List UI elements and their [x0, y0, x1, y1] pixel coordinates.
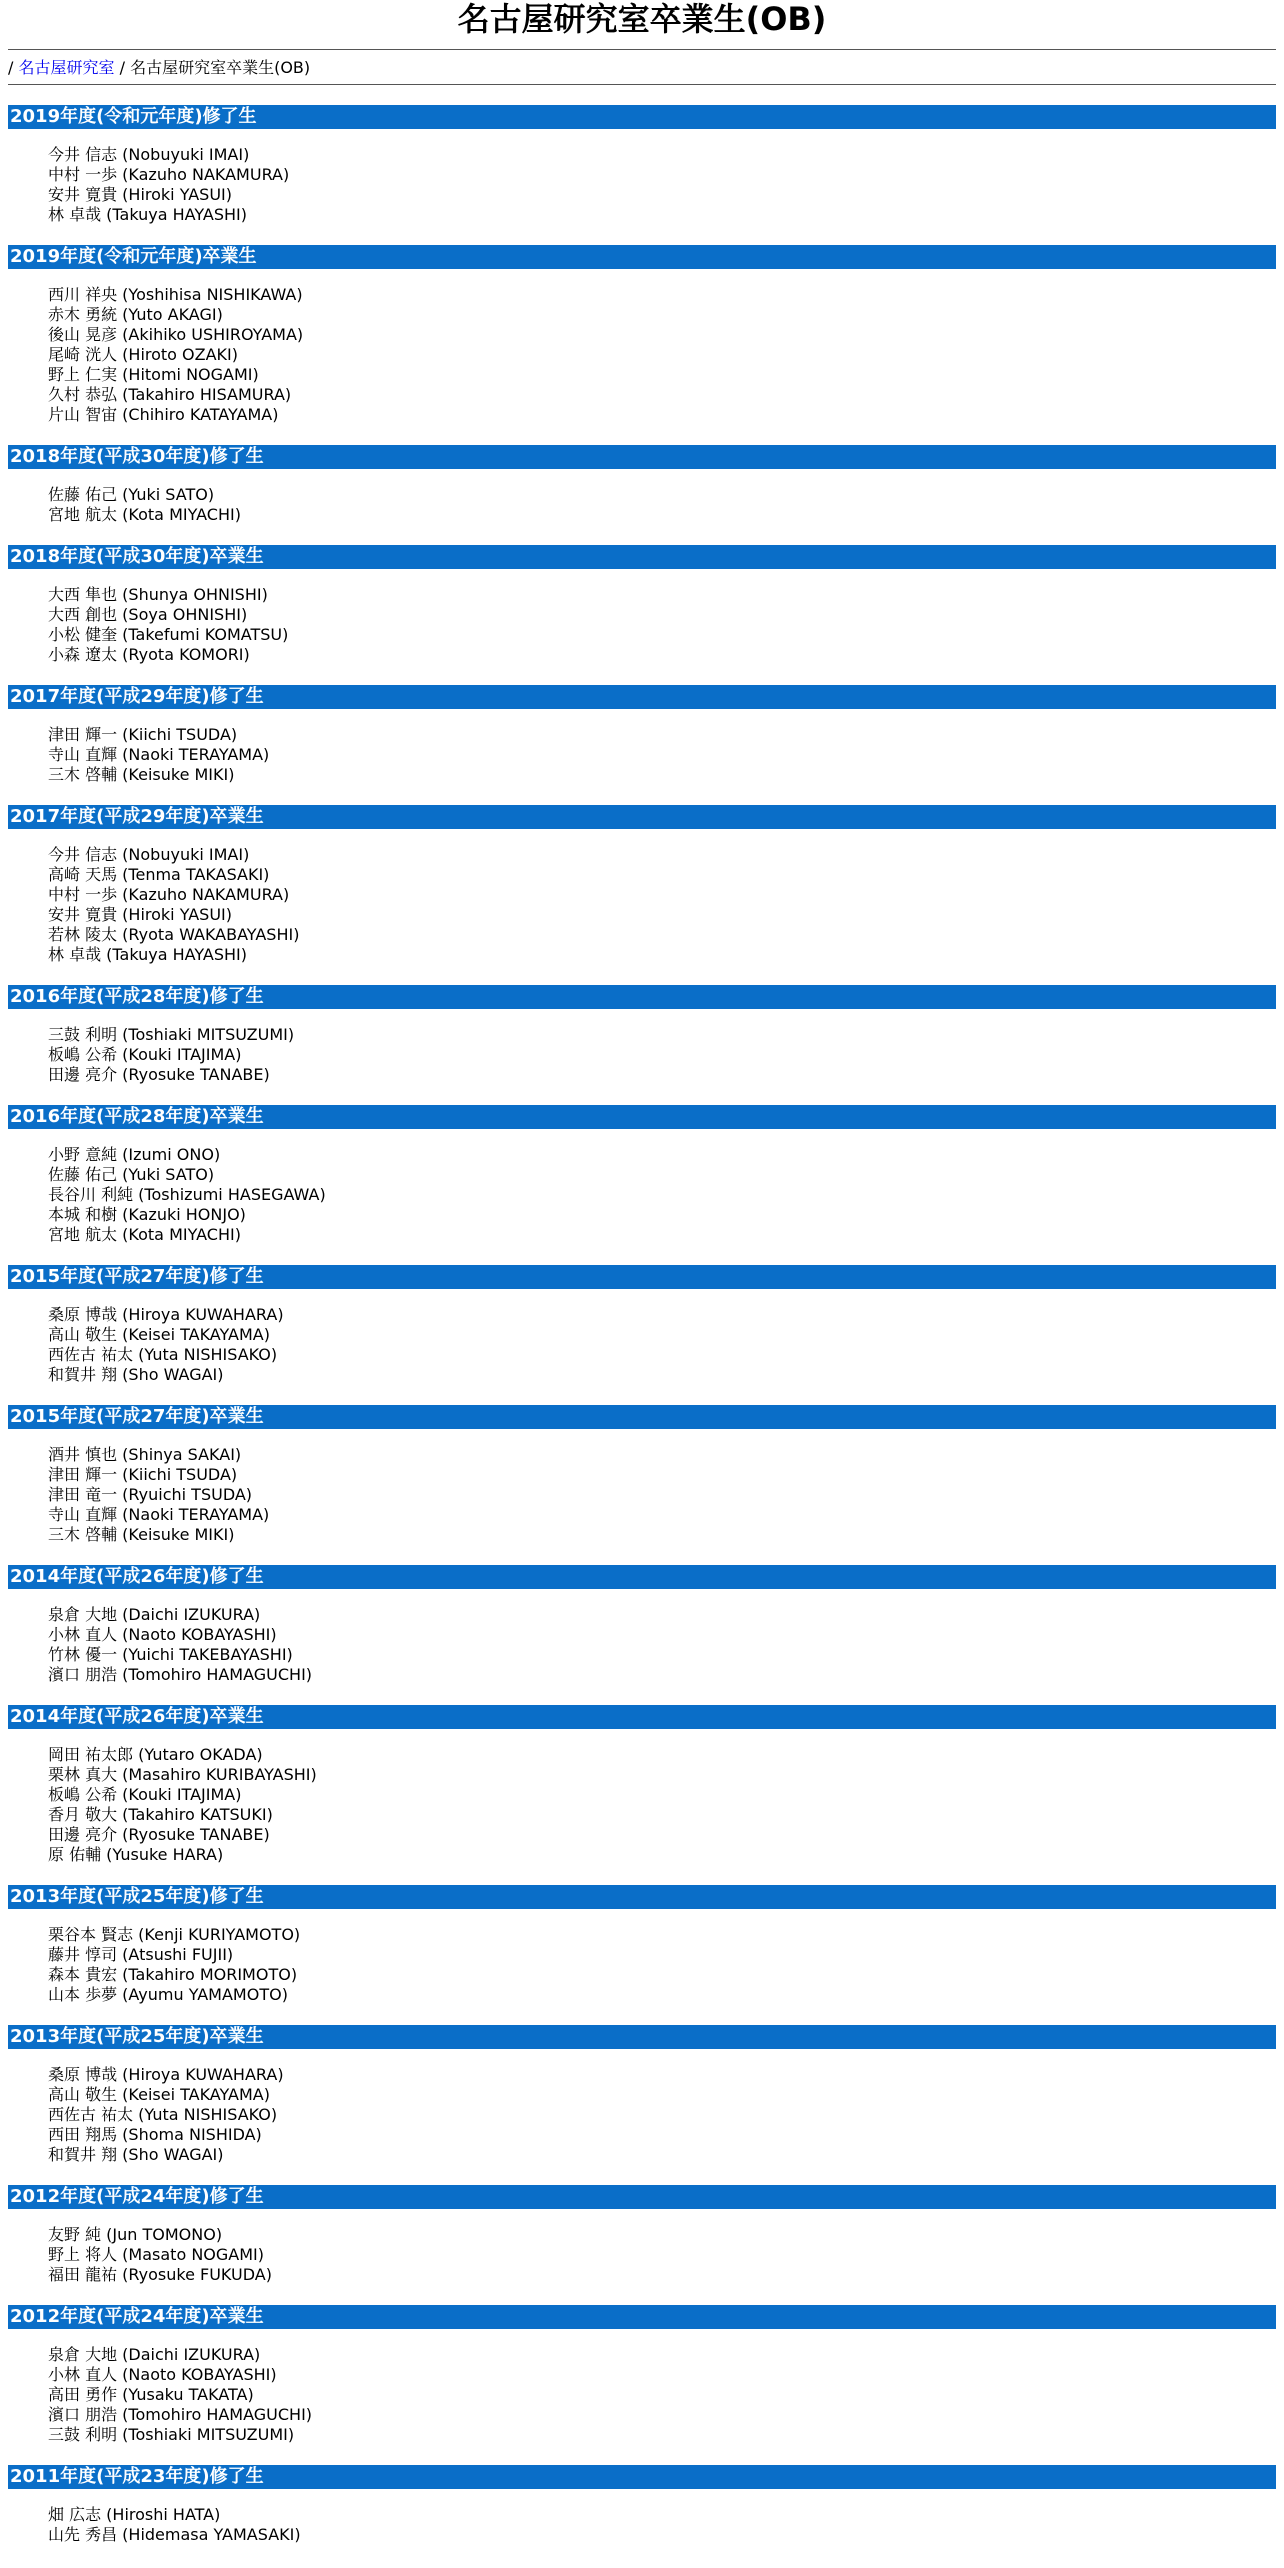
member-name: 林 卓哉 (Takuya HAYASHI) [48, 945, 247, 964]
member-name: 田邊 亮介 (Ryosuke TANABE) [48, 1065, 270, 1084]
member-name: 若林 陵太 (Ryota WAKABAYASHI) [48, 925, 300, 944]
section-header: 2016年度(平成28年度)卒業生 [8, 1105, 1276, 1129]
member-name: 板嶋 公希 (Kouki ITAJIMA) [48, 1045, 242, 1064]
member-name: 中村 一歩 (Kazuho NAKAMURA) [48, 885, 290, 904]
member-name: 今井 信志 (Nobuyuki IMAI) [48, 845, 250, 864]
breadcrumb-home-link[interactable]: 名古屋研究室 [18, 58, 115, 77]
member-list [48, 2505, 1276, 2545]
member-name: 濱口 朋浩 (Tomohiro HAMAGUCHI) [48, 2405, 313, 2424]
member-list [48, 485, 1276, 525]
member-name: 小松 健奎 (Takefumi KOMATSU) [48, 625, 289, 644]
member-list [48, 725, 1276, 785]
section-header: 2018年度(平成30年度)修了生 [8, 445, 1276, 469]
member-name: 山先 秀昌 (Hidemasa YAMASAKI) [48, 2525, 301, 2544]
section-header: 2012年度(平成24年度)卒業生 [8, 2305, 1276, 2329]
member-name: 濱口 朋浩 (Tomohiro HAMAGUCHI) [48, 1665, 313, 1684]
member-name: 小森 遼太 (Ryota KOMORI) [48, 645, 250, 664]
member-name: 原 佑輔 (Yusuke HARA) [48, 1845, 224, 1864]
member-name: 三鼓 利明 (Toshiaki MITSUZUMI) [48, 2425, 295, 2444]
member-name: 三木 啓輔 (Keisuke MIKI) [48, 765, 235, 784]
breadcrumb-current: 名古屋研究室卒業生(OB) [130, 58, 311, 77]
member-list [48, 1305, 1276, 1385]
member-name: 高山 敬生 (Keisei TAKAYAMA) [48, 2085, 270, 2104]
section-header: 2017年度(平成29年度)卒業生 [8, 805, 1276, 829]
member-name: 津田 竜一 (Ryuichi TSUDA) [48, 1485, 253, 1504]
member-name: 田邊 亮介 (Ryosuke TANABE) [48, 1825, 270, 1844]
member-name: 山本 歩夢 (Ayumu YAMAMOTO) [48, 1985, 288, 2004]
member-name: 安井 寛貴 (Hiroki YASUI) [48, 905, 233, 924]
section-header: 2019年度(令和元年度)修了生 [8, 105, 1276, 129]
member-name: 高山 敬生 (Keisei TAKAYAMA) [48, 1325, 270, 1344]
member-name: 和賀井 翔 (Sho WAGAI) [48, 2145, 224, 2164]
member-name: 友野 純 (Jun TOMONO) [48, 2225, 223, 2244]
member-name: 中村 一歩 (Kazuho NAKAMURA) [48, 165, 290, 184]
member-name: 久村 恭弘 (Takahiro HISAMURA) [48, 385, 292, 404]
graduates-list [8, 105, 1276, 2545]
breadcrumb-divider [8, 84, 1276, 85]
member-name: 津田 輝一 (Kiichi TSUDA) [48, 1465, 238, 1484]
breadcrumb-separator: / [8, 58, 14, 77]
member-list [48, 1445, 1276, 1545]
member-name: 片山 智宙 (Chihiro KATAYAMA) [48, 405, 279, 424]
member-name: 板嶋 公希 (Kouki ITAJIMA) [48, 1785, 242, 1804]
member-name: 西佐古 祐太 (Yuta NISHISAKO) [48, 2105, 278, 2124]
member-name: 三木 啓輔 (Keisuke MIKI) [48, 1525, 235, 1544]
member-name: 酒井 慎也 (Shinya SAKAI) [48, 1445, 242, 1464]
member-list [48, 2345, 1276, 2445]
section-header: 2013年度(平成25年度)修了生 [8, 1885, 1276, 1909]
member-name: 泉倉 大地 (Daichi IZUKURA) [48, 2345, 261, 2364]
member-name: 高田 勇作 (Yusaku TAKATA) [48, 2385, 254, 2404]
member-name: 後山 晃彦 (Akihiko USHIROYAMA) [48, 325, 304, 344]
member-name: 西川 祥央 (Yoshihisa NISHIKAWA) [48, 285, 303, 304]
member-list [48, 845, 1276, 965]
section-header: 2016年度(平成28年度)修了生 [8, 985, 1276, 1009]
member-list [48, 1745, 1276, 1865]
member-name: 香月 敬大 (Takahiro KATSUKI) [48, 1805, 273, 1824]
member-name: 今井 信志 (Nobuyuki IMAI) [48, 145, 250, 164]
section-header: 2011年度(平成23年度)修了生 [8, 2465, 1276, 2489]
breadcrumb [8, 58, 1276, 78]
member-name: 佐藤 佑己 (Yuki SATO) [48, 1165, 215, 1184]
member-name: 栗谷本 賢志 (Kenji KURIYAMOTO) [48, 1925, 301, 1944]
member-name: 宮地 航太 (Kota MIYACHI) [48, 1225, 241, 1244]
member-name: 長谷川 利純 (Toshizumi HASEGAWA) [48, 1185, 326, 1204]
member-name: 大西 隼也 (Shunya OHNISHI) [48, 585, 268, 604]
member-name: 森本 貴宏 (Takahiro MORIMOTO) [48, 1965, 298, 1984]
member-name: 佐藤 佑己 (Yuki SATO) [48, 485, 215, 504]
member-list [48, 285, 1276, 425]
section-header: 2012年度(平成24年度)修了生 [8, 2185, 1276, 2209]
header-divider [8, 49, 1276, 50]
breadcrumb-separator: / [119, 58, 125, 77]
member-name: 野上 将人 (Masato NOGAMI) [48, 2245, 264, 2264]
member-name: 藤井 惇司 (Atsushi FUJII) [48, 1945, 234, 1964]
member-list [48, 145, 1276, 225]
member-name: 高崎 天馬 (Tenma TAKASAKI) [48, 865, 270, 884]
member-list [48, 585, 1276, 665]
member-name: 畑 広志 (Hiroshi HATA) [48, 2505, 221, 2524]
section-header: 2018年度(平成30年度)卒業生 [8, 545, 1276, 569]
member-name: 宮地 航太 (Kota MIYACHI) [48, 505, 241, 524]
section-header: 2014年度(平成26年度)修了生 [8, 1565, 1276, 1589]
member-list [48, 2065, 1276, 2165]
member-name: 小林 直人 (Naoto KOBAYASHI) [48, 2365, 277, 2384]
member-name: 小野 意純 (Izumi ONO) [48, 1145, 221, 1164]
member-name: 寺山 直輝 (Naoki TERAYAMA) [48, 745, 270, 764]
section-header: 2015年度(平成27年度)修了生 [8, 1265, 1276, 1289]
member-name: 尾崎 洸人 (Hiroto OZAKI) [48, 345, 239, 364]
section-header: 2015年度(平成27年度)卒業生 [8, 1405, 1276, 1429]
section-header: 2017年度(平成29年度)修了生 [8, 685, 1276, 709]
member-name: 林 卓哉 (Takuya HAYASHI) [48, 205, 247, 224]
section-header: 2013年度(平成25年度)卒業生 [8, 2025, 1276, 2049]
member-name: 野上 仁実 (Hitomi NOGAMI) [48, 365, 259, 384]
member-name: 桑原 博哉 (Hiroya KUWAHARA) [48, 1305, 284, 1324]
member-list [48, 1025, 1276, 1085]
member-name: 赤木 勇統 (Yuto AKAGI) [48, 305, 223, 324]
member-name: 本城 和樹 (Kazuki HONJO) [48, 1205, 246, 1224]
member-name: 西佐古 祐太 (Yuta NISHISAKO) [48, 1345, 278, 1364]
member-name: 大西 創也 (Soya OHNISHI) [48, 605, 248, 624]
section-header: 2019年度(令和元年度)卒業生 [8, 245, 1276, 269]
member-name: 津田 輝一 (Kiichi TSUDA) [48, 725, 238, 744]
member-list [48, 2225, 1276, 2285]
member-name: 竹林 優一 (Yuichi TAKEBAYASHI) [48, 1645, 293, 1664]
member-name: 三鼓 利明 (Toshiaki MITSUZUMI) [48, 1025, 295, 1044]
page-title: 名古屋研究室卒業生(OB) [457, 0, 827, 38]
member-name: 福田 龍祐 (Ryosuke FUKUDA) [48, 2265, 272, 2284]
member-list [48, 1605, 1276, 1685]
member-list [48, 1145, 1276, 1245]
member-name: 小林 直人 (Naoto KOBAYASHI) [48, 1625, 277, 1644]
member-name: 泉倉 大地 (Daichi IZUKURA) [48, 1605, 261, 1624]
member-name: 安井 寛貴 (Hiroki YASUI) [48, 185, 233, 204]
member-name: 岡田 祐太郎 (Yutaro OKADA) [48, 1745, 263, 1764]
section-header: 2014年度(平成26年度)卒業生 [8, 1705, 1276, 1729]
member-list [48, 1925, 1276, 2005]
member-name: 桑原 博哉 (Hiroya KUWAHARA) [48, 2065, 284, 2084]
member-name: 寺山 直輝 (Naoki TERAYAMA) [48, 1505, 270, 1524]
member-name: 和賀井 翔 (Sho WAGAI) [48, 1365, 224, 1384]
member-name: 西田 翔馬 (Shoma NISHIDA) [48, 2125, 262, 2144]
member-name: 栗林 真大 (Masahiro KURIBAYASHI) [48, 1765, 317, 1784]
